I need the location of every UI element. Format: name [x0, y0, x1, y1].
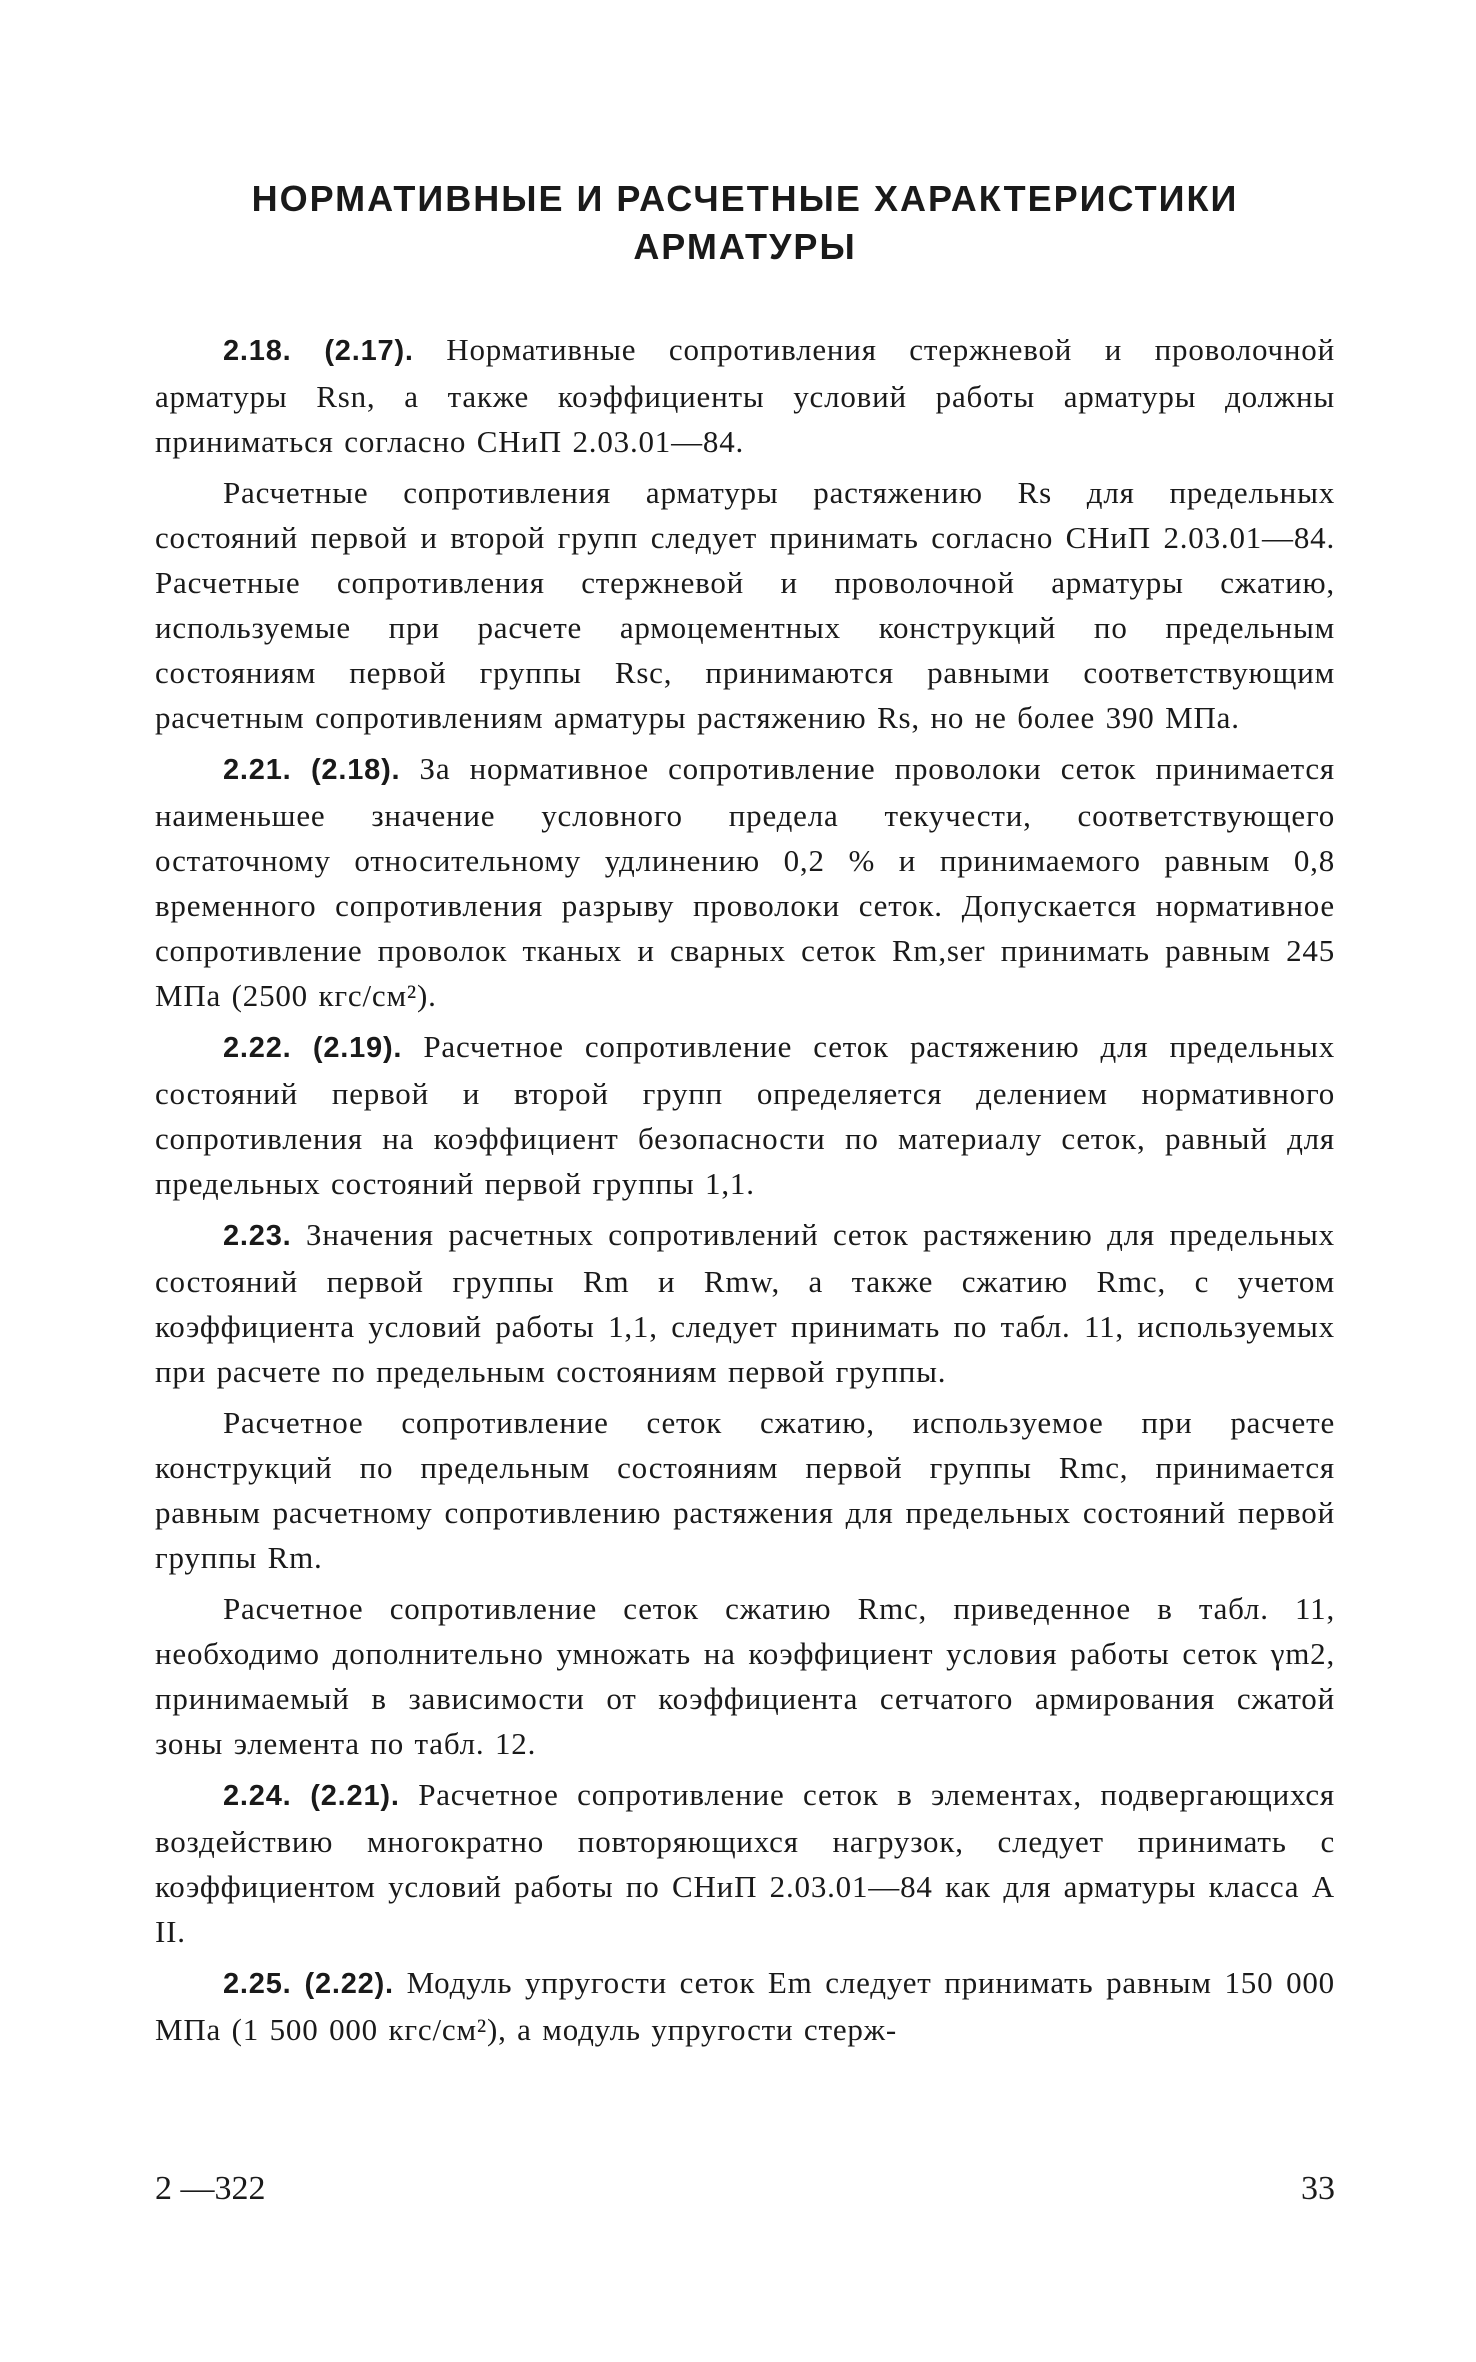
clause-number: 2.22. (2.19).: [223, 1032, 403, 1064]
paragraph-2-22: [155, 1024, 1335, 1206]
paragraph-text: Значения расчетных сопротивлений сеток растяжению для предельных состояний первой группы Rm и Rmw, а также сжатию Rmc, с учетом коэффициента условий работы 1,1, следует принимать по табл. 11, используемых при расчете по предельным состояниям первой группы.: [155, 1217, 1335, 1389]
paragraph-text: Модуль упругости сеток Em следует принимать равным 150 000 МПа (1 500 000 кгс/см²), а модуль упругости стерж-: [155, 1965, 1335, 2047]
clause-number: 2.23.: [223, 1220, 292, 1252]
paragraph-2-21: [155, 746, 1335, 1018]
paragraph-text: Расчетное сопротивление сеток растяжению для предельных состояний первой и второй групп определяется делением нормативного сопротивления на коэффициент безопасности по материалу сеток, равный для предельных состояний первой группы 1,1.: [155, 1029, 1335, 1201]
page-footer: [155, 2170, 1335, 2208]
paragraph-2-23: [155, 1212, 1335, 1394]
heading-line-1: НОРМАТИВНЫЕ И РАСЧЕТНЫЕ ХАРАКТЕРИСТИКИ: [251, 178, 1239, 219]
heading-line-2: АРМАТУРЫ: [633, 226, 857, 267]
paragraph-text: Расчетное сопротивление сеток сжатию Rmc, приведенное в табл. 11, необходимо дополнительно умножать на коэффициент условия работы сеток γm2, принимаемый в зависимости от коэффициента сетчатого армирования сжатой зоны элемента по табл. 12.: [155, 1591, 1335, 1761]
paragraph-2-25: [155, 1960, 1335, 2052]
clause-number: 2.21. (2.18).: [223, 754, 401, 786]
paragraph-rs-tension: [155, 470, 1335, 740]
clause-number: 2.24. (2.21).: [223, 1780, 400, 1812]
printer-signature: 2 —322: [155, 2170, 266, 2207]
page-body: [155, 175, 1335, 2058]
paragraph-text: Расчетное сопротивление сеток сжатию, используемое при расчете конструкций по предельным состояниям первой группы Rmc, принимается равным расчетному сопротивлению растяжения для предельных состояний первой группы Rm.: [155, 1405, 1335, 1575]
paragraph-text: Нормативные сопротивления стержневой и проволочной арматуры Rsn, а также коэффициенты условий работы арматуры должны приниматься согласно СНиП 2.03.01—84.: [155, 332, 1335, 459]
clause-number: 2.18. (2.17).: [223, 335, 414, 367]
section-heading: [155, 175, 1335, 271]
paragraph-text: Расчетное сопротивление сеток в элементах, подвергающихся воздействию многократно повторяющихся нагрузок, следует принимать с коэффициентом условий работы по СНиП 2.03.01—84 как для арматуры класса А II.: [155, 1777, 1335, 1949]
paragraph-text: Расчетные сопротивления арматуры растяжению Rs для предельных состояний первой и второй групп следует принимать согласно СНиП 2.03.01—84. Расчетные сопротивления стержневой и проволочной арматуры сжатию, используемые при расчете армоцементных конструкций по предельным состояниям первой группы Rsc, принимаются равными соответствующим расчетным сопротивлениям арматуры растяжению Rs, но не более 390 МПа.: [155, 475, 1335, 735]
paragraph-2-24: [155, 1772, 1335, 1954]
paragraph-text: За нормативное сопротивление проволоки сеток принимается наименьшее значение условного предела текучести, соответствующего остаточному относительному удлинению 0,2 % и принимаемого равным 0,8 временного сопротивления разрыву проволоки сеток. Допускается нормативное сопротивление проволок тканых и сварных сеток Rm,ser принимать равным 245 МПа (2500 кгс/см²).: [155, 751, 1335, 1013]
clause-number: 2.25. (2.22).: [223, 1968, 394, 2000]
page-number: 33: [1301, 2170, 1335, 2207]
paragraph-rmc-compression: [155, 1400, 1335, 1580]
paragraph-rmc-table-11: [155, 1586, 1335, 1766]
paragraph-2-18: [155, 327, 1335, 464]
